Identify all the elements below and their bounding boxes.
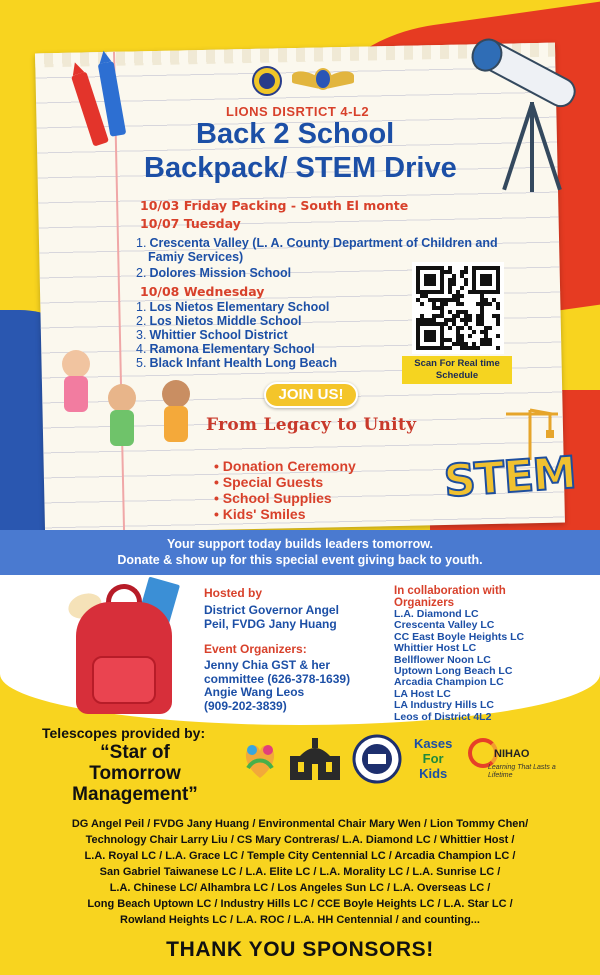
collaboration-list	[394, 609, 524, 723]
list-item: 3. Whittier School District	[136, 328, 288, 342]
date-wednesday: 10/08 Wednesday	[140, 284, 265, 299]
list-item: Whittier Host LC	[394, 642, 477, 655]
list-item: 2. Los Nietos Middle School	[136, 314, 302, 328]
thanks-line: L.A. Chinese LC/ Alhambra LC / Los Angeles Sun LC / L.A. Overseas LC /	[109, 882, 491, 894]
hosted-heading: Hosted by	[204, 586, 263, 600]
qr-code[interactable]	[412, 262, 504, 354]
stem-graphic: STEM	[442, 447, 578, 508]
list-item: 1. Los Nietos Elementary School	[136, 300, 330, 314]
mission-building-icon	[286, 736, 344, 782]
event-organizers-heading: Event Organizers:	[204, 642, 307, 656]
seal-logo-icon	[352, 734, 402, 784]
thanks-line: Rowland Heights LC / L.A. ROC / L.A. HH Centennial / and counting...	[120, 914, 480, 926]
list-item: • Kids' Smiles	[214, 506, 306, 522]
telescopes-label: Telescopes provided by:	[42, 725, 206, 741]
list-item: • Donation Ceremony	[214, 458, 356, 474]
list-item: Leos of District 4L2	[394, 710, 492, 723]
list-item: LA Industry Hills LC	[394, 699, 494, 712]
list-item: • Special Guests	[214, 474, 324, 490]
district-name: LIONS DISRTICT 4-L2	[226, 104, 370, 119]
list-item: Bellflower Noon LC	[394, 653, 491, 666]
support-banner	[0, 530, 600, 575]
thanks-line: San Gabriel Taiwanese LC / L.A. Elite LC / L.A. Morality LC / L.A. Sunrise LC /	[99, 866, 501, 878]
list-item: Crescenta Valley LC	[394, 619, 495, 632]
thanks-line: DG Angel Peil / FVDG Jany Huang / Environmental Chair Mary Wen / Lion Tommy Chen/	[71, 818, 529, 830]
list-item: LA Host LC	[394, 687, 451, 700]
slogan: From Legacy to Unity	[206, 415, 417, 435]
thanks-line: L.A. Royal LC / L.A. Grace LC / Temple City Centennial LC / Arcadia Champion LC /	[84, 850, 516, 862]
backpack-icon	[66, 578, 182, 718]
qr-caption: Scan For Real time Schedule	[402, 356, 512, 384]
event-organizers-list: Jenny Chia GST & her committee (626-378-1639) Angie Wang Leos (909-202-3839)	[204, 658, 351, 713]
district-wings-logo	[292, 66, 354, 96]
list-item: L.A. Diamond LC	[394, 608, 479, 620]
event-title-line1: Back 2 School	[196, 118, 395, 150]
list-item: Uptown Long Beach LC	[394, 665, 513, 678]
date-friday: 10/03 Friday Packing - South El monte	[140, 198, 409, 213]
kids-illustration	[52, 340, 212, 470]
list-item: 1. Crescenta Valley (L. A. County Department of Children and	[136, 236, 498, 250]
date-tuesday: 10/07 Tuesday	[140, 216, 241, 231]
list-item: • School Supplies	[214, 490, 332, 506]
list-item: 5. Black Infant Health Long Beach	[136, 356, 337, 370]
sponsor-thanks-list	[26, 816, 574, 928]
event-title-line2: Backpack/ STEM Drive	[144, 152, 457, 184]
join-us-button[interactable]: JOIN US!	[264, 382, 358, 408]
list-item: CC East Boyle Heights LC	[394, 630, 525, 643]
banner-line2: Donate & show up for this special event giving back to youth.	[117, 553, 483, 567]
list-item: Famiy Services)	[148, 250, 244, 264]
collaboration-heading: In collaboration with Organizers	[394, 585, 506, 609]
list-item: 2. Dolores Mission School	[136, 266, 292, 280]
sponsor-logos	[236, 732, 596, 796]
highlights-list	[214, 458, 356, 522]
telescope-sponsor-name: “Star of Tomorrow Management”	[72, 742, 198, 805]
list-item: Arcadia Champion LC	[394, 676, 504, 689]
thank-you-title: THANK YOU SPONSORS!	[166, 938, 434, 961]
family-logo-icon	[238, 738, 282, 782]
thanks-line: Technology Chair Larry Liu / CS Mary Contreras/ L.A. Diamond LC / Whittier Host /	[85, 834, 515, 846]
nihao-logo: NIHAO Learning That Lasts a Lifetime	[468, 738, 588, 768]
list-item: 4. Ramona Elementary School	[136, 342, 315, 356]
lions-club-logo	[252, 66, 282, 96]
thanks-line: Long Beach Uptown LC / Industry Hills LC / CCE Boyle Heights LC / L.A. Star LC /	[87, 898, 513, 910]
hosted-names: District Governor Angel Peil, FVDG Jany Huang	[204, 603, 339, 631]
kases-for-kids-logo: Kases For Kids	[414, 736, 453, 781]
banner-line1: Your support today builds leaders tomorrow.	[167, 537, 433, 551]
